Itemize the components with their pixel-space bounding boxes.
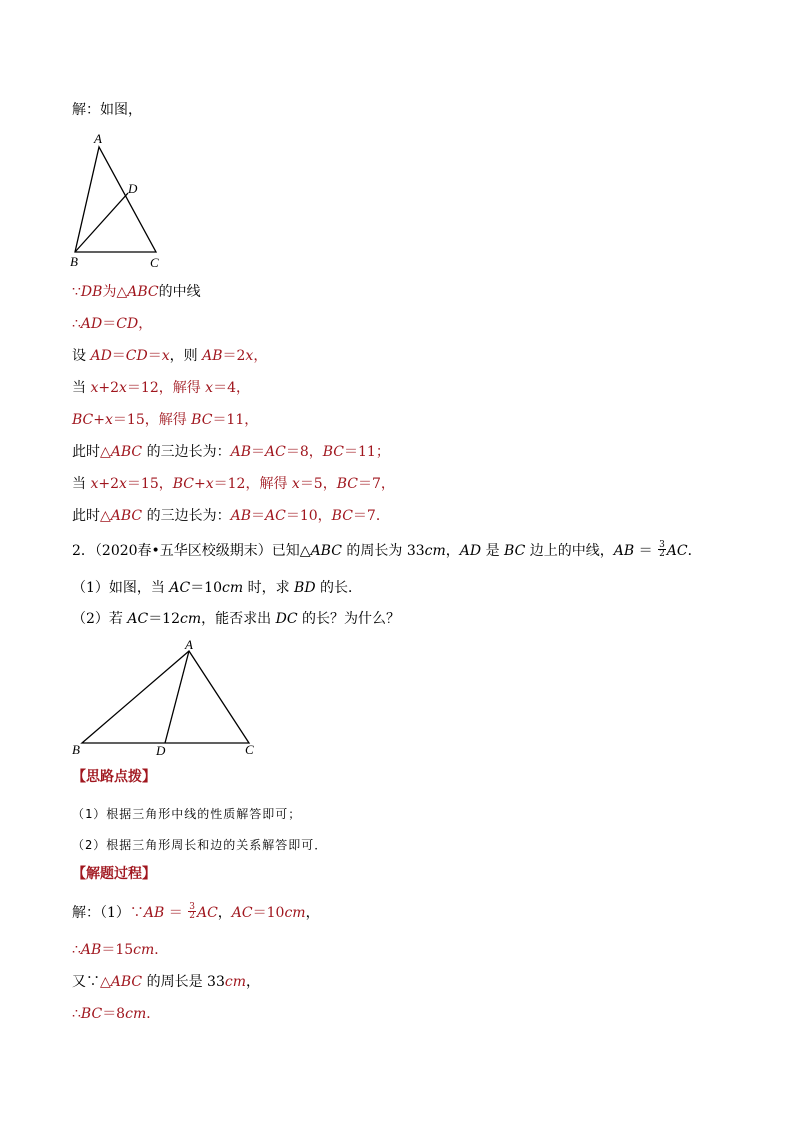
triangle-figure-2 — [68, 636, 268, 760]
question-2-part-1: （1）如图，当 AC＝10cm 时，求 BD 的长． — [72, 580, 363, 596]
triangle-figure-1 — [66, 130, 196, 272]
step-line-2: ∴AD＝CD， — [72, 316, 153, 332]
hint-line-2: （2）根据三角形周长和边的关系解答即可． — [72, 838, 328, 852]
fraction-3-2-solution: $\frac{3}{2}$ — [189, 901, 195, 921]
vertex-a-label-2: A — [185, 637, 193, 652]
question-2-stem: 2．（2020春•五华区校级期末）已知△ABC 的周长为 33cm，AD 是 BC 边上的中线，AB ＝ $\frac{3}{2}$ AC． — [72, 539, 702, 559]
hint-heading: 【思路点拨】 — [72, 769, 156, 785]
solution-line-3: 又∵△ABC 的周长是 33cm， — [72, 974, 260, 990]
vertex-d-label-2: D — [156, 743, 166, 758]
vertex-c-label-2: C — [245, 742, 254, 757]
step-line-6: 此时△ABC 的三边长为：AB＝AC＝8，BC＝11； — [72, 444, 390, 460]
solution-line-1: 解：（1）∵AB ＝ $\frac{3}{2}$ AC，AC＝10cm， — [72, 901, 320, 921]
solution-line-4: ∴BC＝8cm． — [72, 1006, 161, 1022]
solution-line-2: ∴AB＝15cm． — [72, 942, 169, 958]
solution-intro: 解：如图， — [72, 102, 142, 118]
step-line-3: 设 AD＝CD＝x，则 AB＝2x， — [72, 348, 268, 364]
vertex-c-label: C — [150, 255, 159, 270]
vertex-d-label: D — [128, 181, 138, 196]
solution-heading: 【解题过程】 — [72, 866, 156, 882]
step-line-7: 当 x+2x＝15，BC+x＝12，解得 x＝5，BC＝7， — [72, 476, 395, 492]
hint-line-1: （1）根据三角形中线的性质解答即可； — [72, 807, 302, 821]
vertex-b-label-2: B — [72, 742, 80, 757]
fraction-3-2: $\frac{3}{2}$ — [659, 539, 665, 559]
step-line-5: BC+x＝15，解得 BC＝11， — [72, 412, 259, 428]
step-line-4: 当 x+2x＝12，解得 x＝4， — [72, 380, 250, 396]
vertex-a-label: A — [94, 131, 102, 146]
question-2-part-2: （2）若 AC＝12cm，能否求出 DC 的长？为什么？ — [72, 611, 400, 627]
vertex-b-label: B — [70, 254, 78, 269]
step-line-1: ∵DB为△ABC的中线 — [72, 284, 201, 300]
step-line-8: 此时△ABC 的三边长为：AB＝AC＝10，BC＝7． — [72, 508, 390, 524]
